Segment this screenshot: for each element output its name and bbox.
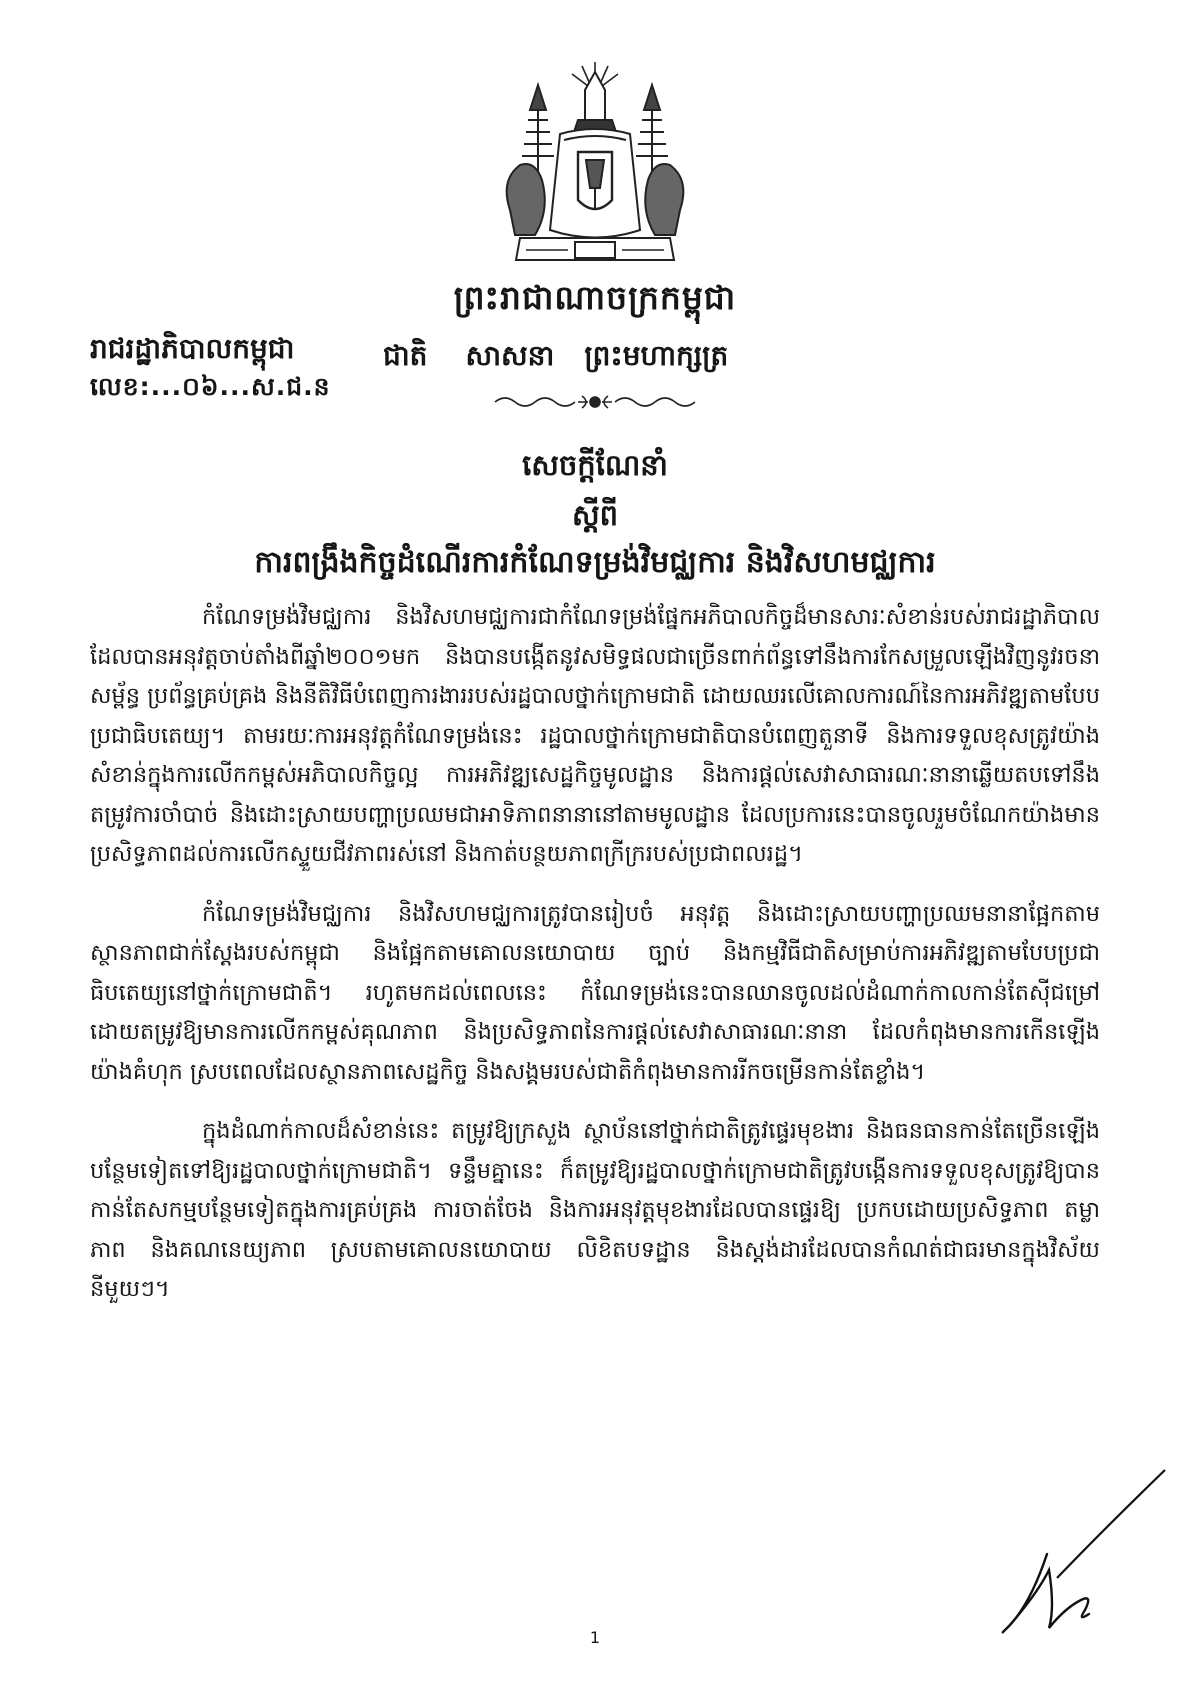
page-number: 1 [589, 1628, 601, 1647]
body-paragraph-3: ក្នុងដំណាក់កាលដ៏សំខាន់នេះ តម្រូវឱ្យក្រសួង ស្ថាប័ននៅថ្នាក់ជាតិត្រូវផ្ទេរមុខងារ និងធនធានកាន់តែច្រើនឡើងបន្ថែមទៀតទៅឱ្យរដ្ឋបាលថ្នាក់ក្រោមជាតិ។ ទន្ទឹមគ្នានេះ ក៏តម្រូវឱ្យរដ្ឋបាលថ្នាក់ក្រោមជាតិត្រូវបង្កើនការទទួលខុសត្រូវឱ្យបានកាន់តែសកម្មបន្ថែមទៀតក្នុងការគ្រប់គ្រង ការចាត់ចែង និងការអនុវត្តមុខងារដែលបានផ្ទេរឱ្យ ប្រកបដោយប្រសិទ្ធភាព តម្លាភាព និងគណនេយ្យភាព ស្របតាមគោលនយោបាយ លិខិតបទដ្ឋាន និងស្តង់ដារដែលបានកំណត់ជាធរមានក្នុងវិស័យនីមួយៗ។ [90, 1118, 1100, 1302]
document-subject: ការពង្រឹងកិច្ចដំណើរការកំណែទម្រង់វិមជ្ឈការ និងវិសហមជ្ឈការ [254, 545, 936, 580]
document-body [90, 598, 1100, 1330]
ornament-divider-icon [490, 390, 700, 414]
motto-religion: សាសនា [465, 339, 555, 372]
motto-nation: ជាតិ [383, 339, 428, 372]
national-motto [383, 338, 728, 379]
royal-coat-of-arms-emblem [490, 60, 700, 275]
reference-number: លេខ:...០៦...ស.ជ.ន [90, 372, 331, 401]
title-about: ស្តីពី [571, 498, 619, 532]
government-name: រាជរដ្ឋាភិបាលកម្ពុជា [90, 332, 295, 365]
document-title: សេចក្តីណែនាំ [522, 448, 668, 482]
body-paragraph-2: កំណែទម្រង់វិមជ្ឈការ និងវិសហមជ្ឈការត្រូវបានរៀបចំ អនុវត្ត និងដោះស្រាយបញ្ហាប្រឈមនានាផ្អែកតាមស្ថានភាពជាក់ស្តែងរបស់កម្ពុជា និងផ្អែកតាមគោលនយោបាយ ច្បាប់ និងកម្មវិធីជាតិសម្រាប់ការអភិវឌ្ឍតាមបែបប្រជាធិបតេយ្យនៅថ្នាក់ក្រោមជាតិ។ រហូតមកដល់ពេលនេះ កំណែទម្រង់នេះបានឈានចូលដល់ដំណាក់កាលកាន់តែស៊ីជម្រៅ ដោយតម្រូវឱ្យមានការលើកកម្ពស់គុណភាព និងប្រសិទ្ធភាពនៃការផ្តល់សេវាសាធារណៈនានា ដែលកំពុងមានការកើនឡើងយ៉ាងគំហុក ស្របពេលដែលស្ថានភាពសេដ្ឋកិច្ច និងសង្គមរបស់ជាតិកំពុងមានការរីកចម្រើនកាន់តែខ្លាំង។ [90, 900, 1100, 1085]
motto-king: ព្រះមហាក្សត្រ [584, 339, 729, 372]
handwritten-signature [985, 1458, 1175, 1643]
kingdom-heading: ព្រះរាជាណាចក្រកម្ពុជា [453, 278, 737, 317]
body-paragraph-1: កំណែទម្រង់វិមជ្ឈការ និងវិសហមជ្ឈការជាកំណែទម្រង់ផ្នែកអភិបាលកិច្ចដ៏មានសារៈសំខាន់របស់រាជរដ្ឋាភិបាល ដែលបានអនុវត្តចាប់តាំងពីឆ្នាំ២០០១មក និងបានបង្កើតនូវសមិទ្ធផលជាច្រើនពាក់ព័ន្ធទៅនឹងការកែសម្រួលឡើងវិញនូវរចនាសម្ព័ន្ធ ប្រព័ន្ធគ្រប់គ្រង និងនីតិវិធីបំពេញការងាររបស់រដ្ឋបាលថ្នាក់ក្រោមជាតិ ដោយឈរលើគោលការណ៍នៃការអភិវឌ្ឍតាមបែបប្រជាធិបតេយ្យ។ តាមរយៈការអនុវត្តកំណែទម្រង់នេះ រដ្ឋបាលថ្នាក់ក្រោមជាតិបានបំពេញតួនាទី និងការទទួលខុសត្រូវយ៉ាងសំខាន់ក្នុងការលើកកម្ពស់អភិបាលកិច្ចល្អ ការអភិវឌ្ឍសេដ្ឋកិច្ចមូលដ្ឋាន និងការផ្តល់សេវាសាធារណៈនានាឆ្លើយតបទៅនឹងតម្រូវការចាំបាច់ និងដោះស្រាយបញ្ហាប្រឈមជាអាទិភាពនានានៅតាមមូលដ្ឋាន ដែលប្រការនេះបានចូលរួមចំណែកយ៉ាងមានប្រសិទ្ធភាពដល់ការលើកស្ទួយជីវភាពរស់នៅ និងកាត់បន្ថយភាពក្រីក្ររបស់ប្រជាពលរដ្ឋ។ [90, 604, 1100, 867]
